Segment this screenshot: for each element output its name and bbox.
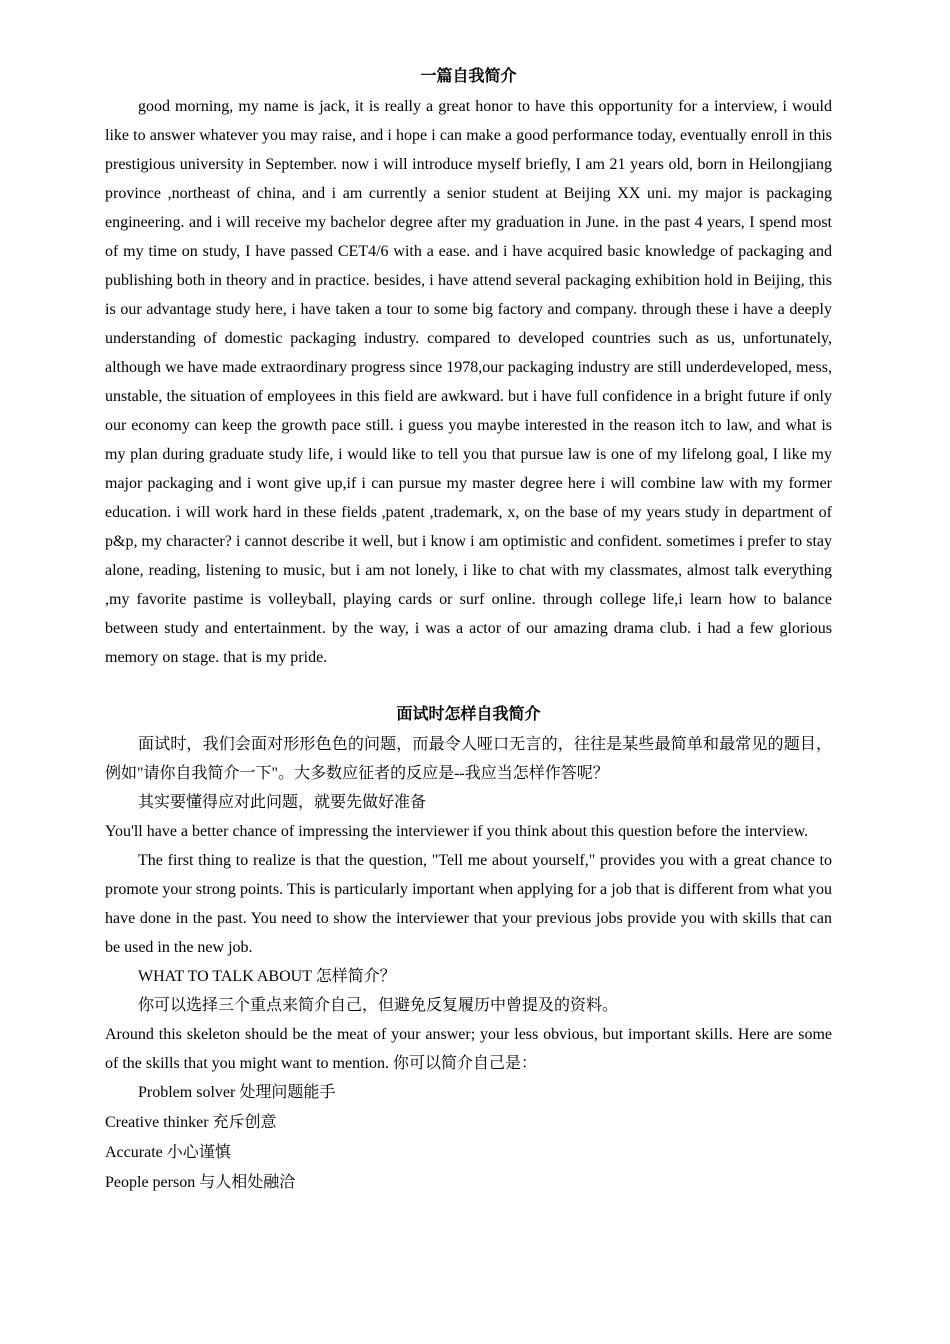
section2-paragraph-5: WHAT TO TALK ABOUT 怎样简介？ bbox=[138, 968, 396, 985]
section2-title: 面试时怎样自我简介 bbox=[396, 706, 541, 723]
skill-item: Creative thinker 充斥创意 bbox=[105, 1114, 277, 1131]
skill-item: Accurate 小心谨慎 bbox=[105, 1144, 231, 1161]
skill-item: Problem solver 处理问题能手 bbox=[138, 1084, 336, 1101]
section-gap bbox=[105, 672, 832, 700]
section2-paragraph-6: 你可以选择三个重点来简介自己，但避免反复履历中曾提及的资料。 bbox=[138, 997, 619, 1014]
skill-item: People person 与人相处融洽 bbox=[105, 1174, 296, 1191]
section2-paragraph-3: You'll have a better chance of impressing the interviewer if you think about this question before the interview. bbox=[105, 823, 809, 840]
section1-body: good morning, my name is jack, it is really a great honor to have this opportunity for a interview, i would like to answer whatever you may raise, and i hope i can make a good performance today, eventually enroll in this prestigious university in September. now i will introduce myself briefly, I am 21 years old, born in Heilongjiang province ,northeast of china, and i am currently a senior student at Beijing XX uni. my major is packaging engineering. and i will receive my bachelor degree after my graduation in June. in the past 4 years, I spend most of my time on study, I have passed CET4/6 with a ease. and i have acquired basic knowledge of packaging and publishing both in theory and in practice. besides, i have attend several packaging exhibition hold in Beijing, this is our advantage study here, i have taken a tour to some big factory and company. through these i have a deeply understanding of domestic packaging industry. compared to developed countries such as us, unfortunately, although we have made extraordinary progress since 1978,our packaging industry are still underdeveloped, mess, unstable, the situation of employees in this field are awkward. but i have full confidence in a bright future if only our economy can keep the growth pace still. i guess you maybe interested in the reason itch to law, and what is my plan during graduate study life, i would like to tell you that pursue law is one of my lifelong goal, I like my major packaging and i wont give up,if i can pursue my master degree here i will combine law with my former education. i will work hard in these fields ,patent ,trademark, x, on the base of my years study in department of p&p, my character? i cannot describe it well, but i know i am optimistic and confident. sometimes i prefer to stay alone, reading, listening to music, but i am not lonely, i like to chat with my classmates, almost talk everything ,my favorite pastime is volleyball, playing cards or surf online. through college life,i learn how to balance between study and entertainment. by the way, i was a actor of our amazing drama club. i had a few glorious memory on stage. that is my pride. bbox=[105, 98, 832, 666]
section2-paragraph-1: 面试时，我们会面对形形色色的问题，而最令人哑口无言的，往往是某些最简单和最常见的题目，例如"请你自我简介一下"。大多数应征者的反应是--我应当怎样作答呢？ bbox=[105, 736, 832, 782]
section1-title: 一篇自我简介 bbox=[420, 68, 517, 85]
document-page bbox=[105, 62, 832, 1198]
section2-paragraph-2: 其实要懂得应对此问题，就要先做好准备 bbox=[138, 794, 427, 811]
section2-paragraph-4: The first thing to realize is that the question, "Tell me about yourself," provides you with a great chance to promote your strong points. This is particularly important when applying for a job that is different from what you have done in the past. You need to show the interviewer that your previous jobs provide you with skills that can be used in the new job. bbox=[105, 852, 832, 956]
section2-paragraph-7: Around this skeleton should be the meat of your answer; your less obvious, but important skills. Here are some of the skills that you might want to mention. 你可以简介自己是： bbox=[105, 1026, 832, 1072]
